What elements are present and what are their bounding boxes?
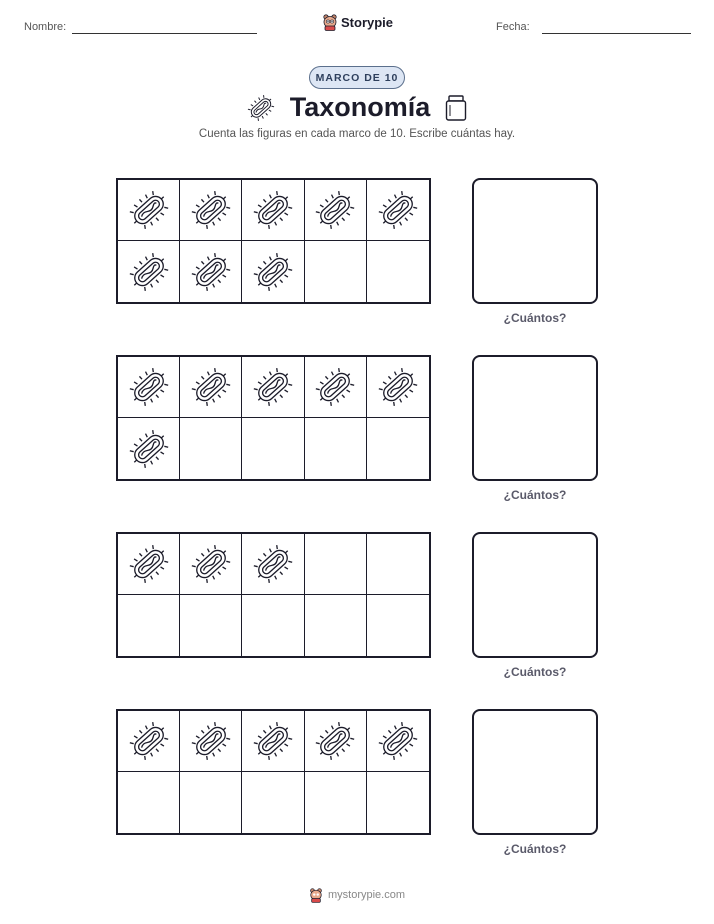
ten-frame-cell (305, 595, 367, 656)
ten-frame-cell (305, 357, 367, 418)
bacterium-icon (189, 188, 233, 232)
bacterium-icon (251, 188, 295, 232)
worksheet-type-badge: MARCO DE 10 (309, 66, 405, 89)
bacterium-icon (127, 365, 171, 409)
ten-frame-cell (367, 241, 429, 302)
bacterium-icon (313, 719, 357, 763)
ten-frame-cell (180, 534, 242, 595)
bacterium-icon (376, 719, 420, 763)
bacterium-icon (251, 719, 295, 763)
storypie-mascot-icon (309, 887, 323, 903)
brand-name: Storypie (341, 14, 394, 30)
ten-frame-cell (242, 241, 304, 302)
ten-frame-cell (180, 241, 242, 302)
answer-box[interactable] (472, 532, 598, 658)
count-question: ¿Cuántos? (503, 311, 567, 325)
ten-frame-cell (305, 772, 367, 833)
ten-frame-cell (180, 711, 242, 772)
answer-box[interactable] (472, 178, 598, 304)
ten-frame-cell (242, 418, 304, 479)
ten-frame-cell (305, 534, 367, 595)
ten-frame-cell (118, 595, 180, 656)
name-line (72, 33, 257, 34)
ten-frame-cell (180, 357, 242, 418)
count-question: ¿Cuántos? (503, 842, 567, 856)
instructions: Cuenta las figuras en cada marco de 10. Escribe cuántas hay. (198, 128, 516, 140)
ten-frame-cell (180, 180, 242, 241)
ten-frame-cell (118, 534, 180, 595)
ten-frame-cell (367, 534, 429, 595)
ten-frame (116, 709, 431, 835)
name-label: Nombre: (24, 21, 67, 33)
bacterium-icon (189, 250, 233, 294)
bacterium-icon (313, 188, 357, 232)
bacterium-icon (189, 365, 233, 409)
bacterium-icon (251, 542, 295, 586)
ten-frame-cell (305, 180, 367, 241)
bacterium-icon (246, 93, 276, 123)
ten-frame (116, 532, 431, 658)
ten-frame-cell (367, 357, 429, 418)
answer-box[interactable] (472, 355, 598, 481)
date-line (542, 33, 691, 34)
bacterium-icon (376, 365, 420, 409)
count-question: ¿Cuántos? (503, 665, 567, 679)
ten-frame-cell (118, 241, 180, 302)
ten-frame-cell (305, 241, 367, 302)
ten-frame-cell (242, 595, 304, 656)
ten-frame-cell (367, 418, 429, 479)
ten-frame (116, 178, 431, 304)
ten-frame-cell (367, 711, 429, 772)
jar-icon (444, 94, 468, 122)
ten-frame-cell (367, 180, 429, 241)
ten-frame-cell (305, 711, 367, 772)
ten-frame (116, 355, 431, 481)
bacterium-icon (127, 250, 171, 294)
ten-frame-cell (305, 418, 367, 479)
ten-frame-cell (180, 418, 242, 479)
brand-logo (322, 13, 393, 31)
ten-frame-cell (242, 711, 304, 772)
bacterium-icon (189, 542, 233, 586)
ten-frame-cell (180, 772, 242, 833)
ten-frame-cell (180, 595, 242, 656)
ten-frame-cell (118, 418, 180, 479)
ten-frame-cell (367, 772, 429, 833)
answer-box[interactable] (472, 709, 598, 835)
ten-frame-cell (118, 180, 180, 241)
bacterium-icon (376, 188, 420, 232)
ten-frame-cell (242, 772, 304, 833)
bacterium-icon (127, 542, 171, 586)
footer-site: mystorypie.com (327, 889, 406, 901)
title-row (0, 92, 714, 123)
ten-frame-cell (118, 357, 180, 418)
bacterium-icon (313, 365, 357, 409)
footer (0, 887, 714, 903)
bacterium-icon (127, 188, 171, 232)
ten-frame-cell (118, 772, 180, 833)
ten-frame-cell (118, 711, 180, 772)
bacterium-icon (251, 250, 295, 294)
page-title: Taxonomía (289, 92, 431, 122)
ten-frame-cell (242, 534, 304, 595)
bacterium-icon (127, 427, 171, 471)
bacterium-icon (127, 719, 171, 763)
bacterium-icon (251, 365, 295, 409)
date-label: Fecha: (496, 21, 530, 33)
ten-frame-cell (242, 180, 304, 241)
bacterium-icon (189, 719, 233, 763)
storypie-mascot-icon (322, 13, 338, 31)
ten-frame-cell (242, 357, 304, 418)
count-question: ¿Cuántos? (503, 488, 567, 502)
ten-frame-cell (367, 595, 429, 656)
